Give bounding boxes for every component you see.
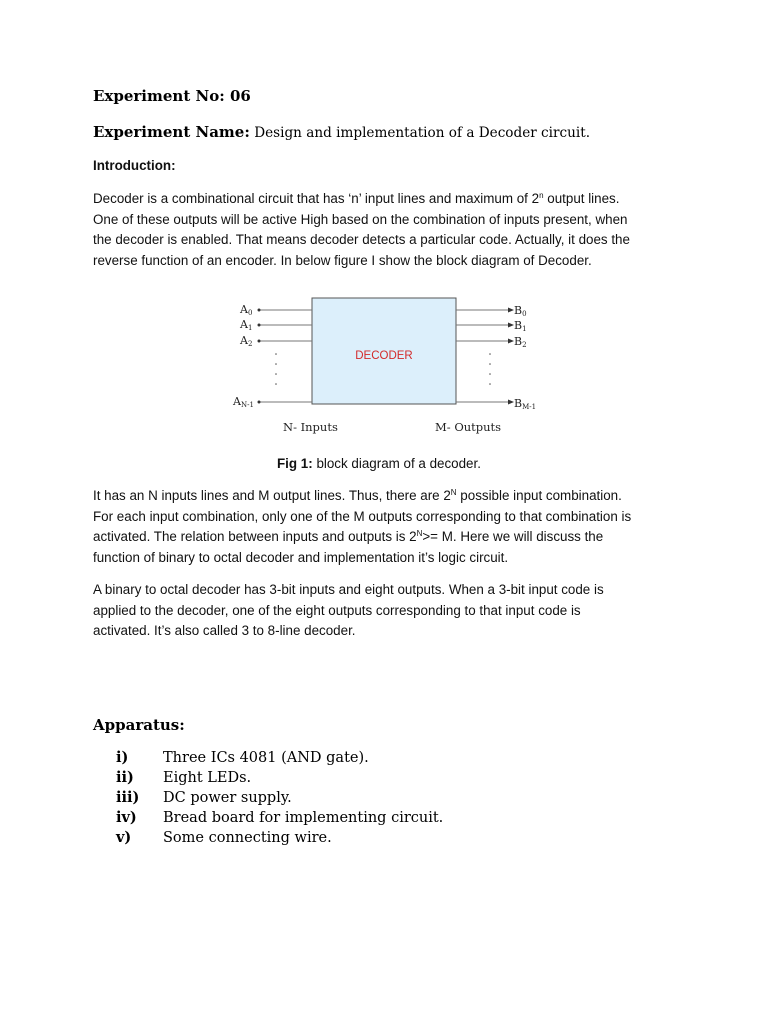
input-label-a0: A0 — [240, 303, 253, 317]
intro-line-3: the decoder is enabled. That means decoder detects a particular code. Actually, it does the — [93, 232, 630, 247]
experiment-number-label: Experiment No: 06 — [93, 87, 251, 105]
input-label-a1: A1 — [240, 318, 253, 332]
output-label-b2: B2 — [514, 335, 527, 349]
figure-caption — [277, 456, 481, 471]
experiment-name-value: Design and implementation of a Decoder circuit. — [249, 125, 591, 141]
output-label-b0: B0 — [514, 304, 527, 318]
input-dots — [258, 309, 261, 404]
intro-line-2: One of these outputs will be active High based on the combination of inputs present, when — [93, 211, 628, 227]
para2-line-2: For each input combination, only one of the M outputs corresponding to that combination is — [93, 508, 632, 524]
input-ellipsis — [275, 353, 277, 385]
output-lines — [456, 310, 510, 402]
para2-line-1: It has an N inputs lines and M output lines. Thus, there are $2^N$ possible input combination. — [93, 488, 622, 503]
para3-line-1: A binary to octal decoder has 3-bit inputs and eight outputs. When a 3-bit input code is — [93, 582, 604, 597]
list-item-text: Bread board for implementing circuit. — [163, 810, 444, 826]
output-label-bm-1: BM-1 — [514, 397, 537, 411]
paragraph-3 — [93, 580, 693, 642]
para2-line-4: function of binary to octal decoder and implementation it’s logic circuit. — [93, 549, 509, 565]
experiment-name — [93, 123, 590, 141]
input-label-a2: A2 — [240, 334, 253, 348]
list-item-text: DC power supply. — [163, 790, 292, 806]
inputs-caption: N- Inputs — [283, 420, 338, 434]
list-item-text: Eight LEDs. — [163, 770, 252, 786]
para3-line-2: applied to the decoder, one of the eight outputs corresponding to that input code is — [93, 602, 581, 618]
decoder-label: DECODER — [355, 350, 413, 362]
introduction-heading: Introduction: — [93, 158, 176, 173]
list-item-number: iii) — [116, 789, 140, 806]
decoder-block-diagram — [228, 292, 548, 442]
output-label-b1: B1 — [514, 319, 527, 333]
output-ellipsis — [489, 353, 491, 385]
experiment-number — [93, 87, 251, 105]
experiment-name-label: Experiment Name: — [93, 123, 250, 141]
list-item-number: ii) — [116, 769, 134, 786]
paragraph-2 — [93, 486, 693, 568]
input-lines — [259, 310, 312, 402]
figure-caption-label: Fig 1: — [277, 456, 313, 471]
outputs-caption: M- Outputs — [435, 420, 502, 434]
list-item-text: Some connecting wire. — [163, 830, 332, 846]
para3-line-3: activated. It’s also called 3 to 8-line decoder. — [93, 623, 356, 638]
list-item-number: v) — [116, 829, 132, 846]
input-label-an-1: AN-1 — [233, 395, 254, 409]
figure-caption-text: block diagram of a decoder. — [312, 456, 481, 471]
list-item-number: i) — [116, 749, 129, 766]
intro-line-4: reverse function of an encoder. In below figure I show the block diagram of Decoder. — [93, 252, 592, 268]
list-item-text: Three ICs 4081 (AND gate). — [163, 750, 369, 766]
intro-paragraph — [93, 189, 693, 271]
list-item-number: iv) — [116, 809, 137, 826]
para2-line-3: activated. The relation between inputs and outputs is $2^N>= M$. Here we will discuss the — [93, 529, 604, 544]
apparatus-heading: Apparatus: — [93, 716, 185, 734]
intro-line-1: Decoder is a combinational circuit that has ‘n’ input lines and maximum of 2$^n$ output lines. — [93, 191, 620, 206]
